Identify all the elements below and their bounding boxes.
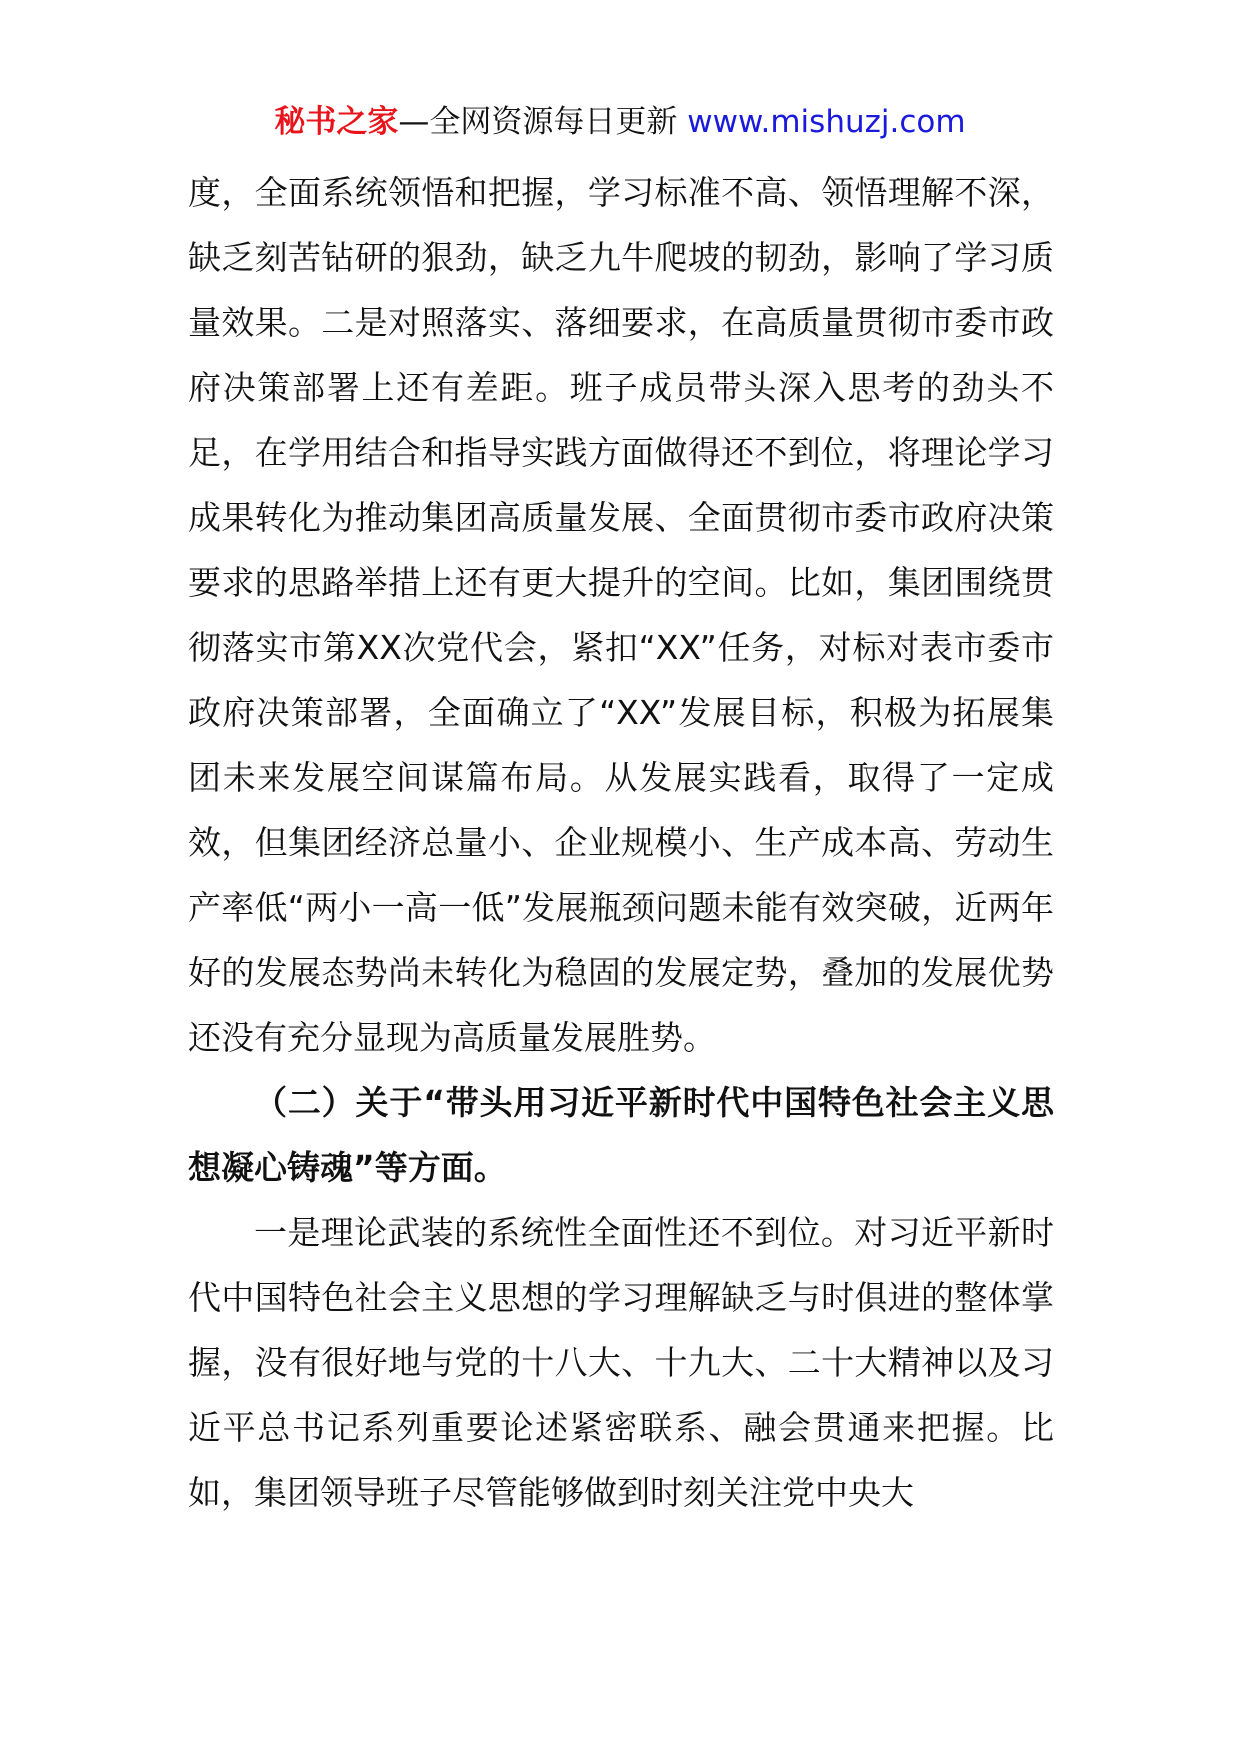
body-paragraph-continued: 度，全面系统领悟和把握，学习标准不高、领悟理解不深，缺乏刻苦钻研的狠劲，缺乏九牛爬坡的韧劲，影响了学习质量效果。二是对照落实、落细要求，在高质量贯彻市委市政府决策部署上还有差距。班子成员带头深入思考的劲头不足，在学用结合和指导实践方面做得还不到位，将理论学习成果转化为推动集团高质量发展、全面贯彻市委市政府决策要求的思路举措上还有更大提升的空间。比如，集团围绕贯彻落实市第XX次党代会，紧扣“XX”任务，对标对表市委市政府决策部署，全面确立了“XX”发展目标，积极为拓展集团未来发展空间谋篇布局。从发展实践看，取得了一定成效，但集团经济总量小、企业规模小、生产成本高、劳动生产率低“两小一高一低”发展瓶颈问题未能有效突破，近两年好的发展态势尚未转化为稳固的发展定势，叠加的发展优势还没有充分显现为高质量发展胜势。 [188, 173, 1054, 1057]
header-brand: 秘书之家 [274, 104, 399, 140]
page-header [0, 100, 1240, 144]
body-paragraph: 一是理论武装的系统性全面性还不到位。对习近平新时代中国特色社会主义思想的学习理解缺乏与时俱进的整体掌握，没有很好地与党的十八大、十九大、二十大精神以及习近平总书记系列重要论述紧密联系、融会贯通来把握。比如，集团领导班子尽管能够做到时刻关注党中央大 [188, 1213, 1054, 1512]
document-body [188, 160, 1054, 1525]
section-heading: （二）关于“带头用习近平新时代中国特色社会主义思想凝心铸魂”等方面。 [188, 1083, 1054, 1187]
header-tagline: —全网资源每日更新 [398, 104, 678, 140]
header-url-link[interactable]: www.mishuzj.com [687, 104, 966, 140]
